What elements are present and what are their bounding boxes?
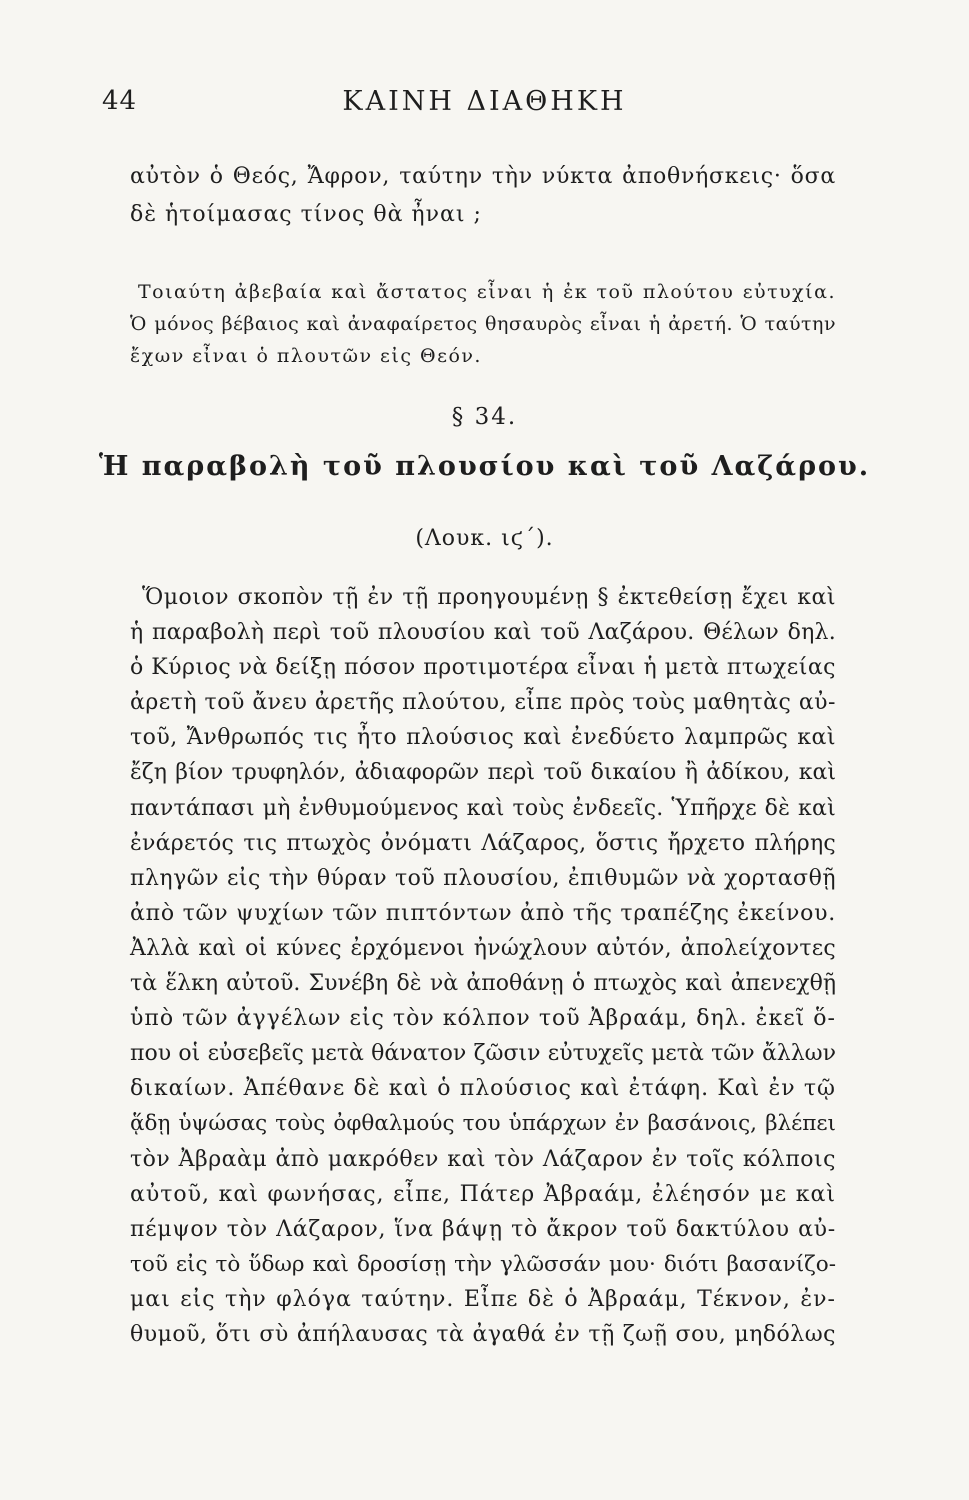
text-line: ᾅδῃ ὑψώσας τοὺς ὀφθαλμούς του ὑπάρχων ἐν βασάνοις, βλέπει bbox=[130, 1111, 836, 1137]
text-line: μαι εἰς τὴν φλόγα ταύτην. Εἶπε δὲ ὁ Ἀβραάμ, Τέκνον, ἐν- bbox=[130, 1286, 836, 1312]
parable-paragraph bbox=[130, 580, 836, 1352]
text-line: Ἀλλὰ καὶ οἱ κύνες ἐρχόμενοι ἠνώχλουν αὐτόν, ἀπολείχοντες bbox=[130, 935, 836, 961]
text-line: ἐνάρετός τις πτωχὸς ὀνόματι Λάζαρος, ὅστις ἤρχετο πλήρης bbox=[130, 830, 836, 856]
text-line: πληγῶν εἰς τὴν θύραν τοῦ πλουσίου, ἐπιθυμῶν νὰ χορτασθῇ bbox=[130, 865, 836, 891]
text-line: Τοιαύτη ἀβεβαία καὶ ἄστατος εἶναι ἡ ἐκ τοῦ πλούτου εὐτυχία. bbox=[138, 281, 836, 303]
text-line: τὰ ἕλκη αὐτοῦ. Συνέβη δὲ νὰ ἀποθάνῃ ὁ πτωχὸς καὶ ἀπενεχθῇ bbox=[130, 971, 836, 997]
text-line: θυμοῦ, ὅτι σὺ ἀπήλαυσας τὰ ἀγαθά ἐν τῇ ζωῇ σου, μηδόλως bbox=[130, 1321, 836, 1347]
running-head: ΚΑΙΝΗ ΔΙΑΘΗΚΗ bbox=[342, 86, 627, 117]
text-line: τοῦ εἰς τὸ ὕδωρ καὶ δροσίσῃ τὴν γλῶσσάν μου· διότι βασανίζο- bbox=[130, 1251, 836, 1277]
section-title: Ἡ παραβολὴ τοῦ πλουσίου καὶ τοῦ Λαζάρου. bbox=[98, 451, 871, 482]
scripture-reference: (Λουκ. ιϛ΄). bbox=[415, 526, 554, 551]
text-line: ἡ παραβολὴ περὶ τοῦ πλουσίου καὶ τοῦ Λαζάρου. Θέλων δηλ. bbox=[130, 620, 836, 646]
text-line: που οἱ εὐσεβεῖς μετὰ θάνατον ζῶσιν εὐτυχεῖς μετὰ τῶν ἄλλων bbox=[130, 1041, 836, 1067]
text-line: ὑπὸ τῶν ἀγγέλων εἰς τὸν κόλπον τοῦ Ἀβραάμ, δηλ. ἐκεῖ ὅ- bbox=[130, 1006, 836, 1032]
text-line: Ὅμοιον σκοπὸν τῇ ἐν τῇ προηγουμένῃ § ἐκτεθείσῃ ἔχει καὶ bbox=[142, 585, 836, 610]
text-line: ἔζη βίον τρυφηλόν, ἀδιαφορῶν περὶ τοῦ δικαίου ἢ ἀδίκου, καὶ bbox=[130, 760, 836, 786]
text-line: ἀπὸ τῶν ψυχίων τῶν πιπτόντων ἀπὸ τῆς τραπέζης ἐκείνου. bbox=[130, 900, 836, 926]
text-line: Ὁ μόνος βέβαιος καὶ ἀναφαίρετος θησαυρὸς εἶναι ἡ ἀρετή. Ὁ ταύτην bbox=[130, 313, 836, 335]
text-line: παντάπασι μὴ ἐνθυμούμενος καὶ τοὺς ἐνδεεῖς. Ὑπῆρχε δὲ καὶ bbox=[130, 795, 836, 821]
moral-paragraph bbox=[130, 276, 836, 372]
text-line: αὐτὸν ὁ Θεός, Ἄφρον, ταύτην τὴν νύκτα ἀποθνήσκεις· ὅσα bbox=[130, 164, 836, 189]
text-line: δὲ ἡτοίμασας τίνος θὰ ἦναι ; bbox=[130, 202, 482, 227]
text-line: ἀρετὴ τοῦ ἄνευ ἀρετῆς πλούτου, εἶπε πρὸς τοὺς μαθητὰς αὐ- bbox=[130, 690, 836, 716]
text-line: πέμψον τὸν Λάζαρον, ἵνα βάψῃ τὸ ἄκρον τοῦ δακτύλου αὐ- bbox=[130, 1216, 836, 1242]
page-header bbox=[0, 86, 969, 126]
text-line: ἔχων εἶναι ὁ πλουτῶν εἰς Θεόν. bbox=[130, 345, 482, 367]
text-line: τοῦ, Ἄνθρωπός τις ἦτο πλούσιος καὶ ἐνεδύετο λαμπρῶς καὶ bbox=[130, 725, 836, 751]
text-line: δικαίων. Ἀπέθανε δὲ καὶ ὁ πλούσιος καὶ ἐτάφη. Καὶ ἐν τῷ bbox=[130, 1076, 836, 1102]
page-number: 44 bbox=[102, 86, 138, 116]
text-line: ὁ Κύριος νὰ δείξῃ πόσον προτιμοτέρα εἶναι ἡ μετὰ πτωχείας bbox=[130, 655, 836, 681]
section-mark: § 34. bbox=[451, 404, 518, 430]
text-line: τὸν Ἀβραὰμ ἀπὸ μακρόθεν καὶ τὸν Λάζαρον ἐν τοῖς κόλποις bbox=[130, 1146, 836, 1172]
intro-paragraph bbox=[130, 158, 836, 234]
text-line: αὐτοῦ, καὶ φωνήσας, εἶπε, Πάτερ Ἀβραάμ, ἐλέησόν με καὶ bbox=[130, 1181, 836, 1207]
